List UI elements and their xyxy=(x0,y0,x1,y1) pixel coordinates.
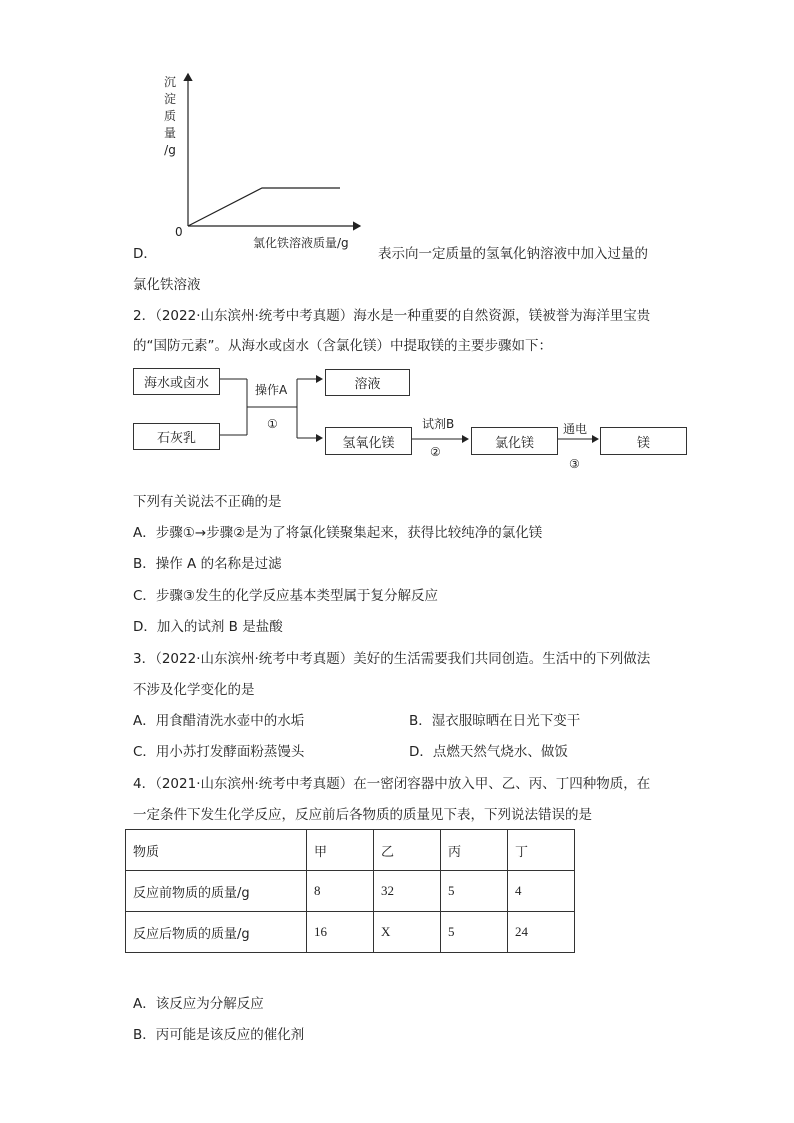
q3-option-a: A．用食醋清洗水壶中的水垢 xyxy=(133,713,305,729)
mg-hydroxide-box: 氢氧化镁 xyxy=(325,427,412,455)
table-row xyxy=(126,871,575,912)
q4-option-a: A．该反应为分解反应 xyxy=(133,996,264,1012)
electrolysis-label: 通电 xyxy=(563,422,588,436)
table-cell: 反应后物质的质量/g xyxy=(126,912,307,953)
x-axis-label: 氯化铁溶液质量/g xyxy=(253,236,349,250)
q3-option-c: C．用小苏打发酵面粉蒸馒头 xyxy=(133,744,305,760)
q2-stem-line1: 2．（2022·山东滨州·统考中考真题）海水是一种重要的自然资源，镁被誉为海洋里宝贵 xyxy=(133,308,651,324)
q4-stem-line1: 4．（2021·山东滨州·统考中考真题）在一密闭容器中放入甲、乙、丙、丁四种物质，在 xyxy=(133,776,651,792)
table-header-cell: 物质 xyxy=(126,830,307,871)
q3-option-b: B．湿衣服晾晒在日光下变干 xyxy=(409,713,581,729)
table-cell: 反应前物质的质量/g xyxy=(126,871,307,912)
operation-a-label: 操作A xyxy=(255,383,288,397)
y-axis-label: 沉 淀 质 量 /g xyxy=(163,75,176,157)
q3-option-d: D．点燃天然气烧水、做饭 xyxy=(409,744,568,760)
mass-table xyxy=(125,829,575,953)
q2-stem-line2: 的“国防元素”。从海水或卤水（含氯化镁）中提取镁的主要步骤如下： xyxy=(133,338,552,354)
magnesium-box: 镁 xyxy=(600,427,687,455)
mg-chloride-box: 氯化镁 xyxy=(471,427,558,455)
table-cell: 16 xyxy=(307,912,374,953)
q2-option-a: A．步骤①→步骤②是为了将氯化镁聚集起来，获得比较纯净的氯化镁 xyxy=(133,525,543,541)
graph-origin: 0 xyxy=(175,225,183,239)
q2-option-b: B．操作 A 的名称是过滤 xyxy=(133,556,282,572)
table-cell: 8 xyxy=(307,871,374,912)
graph-axes xyxy=(150,60,380,240)
q2-question: 下列有关说法不正确的是 xyxy=(133,494,282,510)
table-cell: 5 xyxy=(441,871,508,912)
table-header-row xyxy=(126,830,575,871)
option-d-caption-cont: 氯化铁溶液 xyxy=(133,277,201,293)
seawater-box: 海水或卤水 xyxy=(133,368,220,395)
table-cell: 5 xyxy=(441,912,508,953)
table-row xyxy=(126,912,575,953)
table-header-cell: 乙 xyxy=(374,830,441,871)
table-cell: 32 xyxy=(374,871,441,912)
q2-option-d: D．加入的试剂 B 是盐酸 xyxy=(133,619,283,635)
step-1-marker: ① xyxy=(267,417,278,431)
table-cell: 4 xyxy=(508,871,575,912)
table-cell: X xyxy=(374,912,441,953)
q3-stem-line1: 3．（2022·山东滨州·统考中考真题）美好的生活需要我们共同创造。生活中的下列做法 xyxy=(133,651,651,667)
reagent-b-label: 试剂B xyxy=(422,417,455,431)
q3-stem-line2: 不涉及化学变化的是 xyxy=(133,682,255,698)
lime-milk-box: 石灰乳 xyxy=(133,423,220,450)
table-header-cell: 丁 xyxy=(508,830,575,871)
table-cell: 24 xyxy=(508,912,575,953)
option-d-letter: D． xyxy=(133,246,157,262)
q4-stem-line2: 一定条件下发生化学反应，反应前后各物质的质量见下表，下列说法错误的是 xyxy=(133,807,592,823)
step-3-marker: ③ xyxy=(569,457,580,471)
q4-option-b: B．丙可能是该反应的催化剂 xyxy=(133,1027,305,1043)
table-header-cell: 甲 xyxy=(307,830,374,871)
precipitate-curve xyxy=(188,188,340,226)
option-d-caption: 表示向一定质量的氢氧化钠溶液中加入过量的 xyxy=(378,246,648,262)
step-2-marker: ② xyxy=(430,445,441,459)
q2-option-c: C．步骤③发生的化学反应基本类型属于复分解反应 xyxy=(133,588,439,604)
table-header-cell: 丙 xyxy=(441,830,508,871)
solution-box: 溶液 xyxy=(325,369,410,396)
